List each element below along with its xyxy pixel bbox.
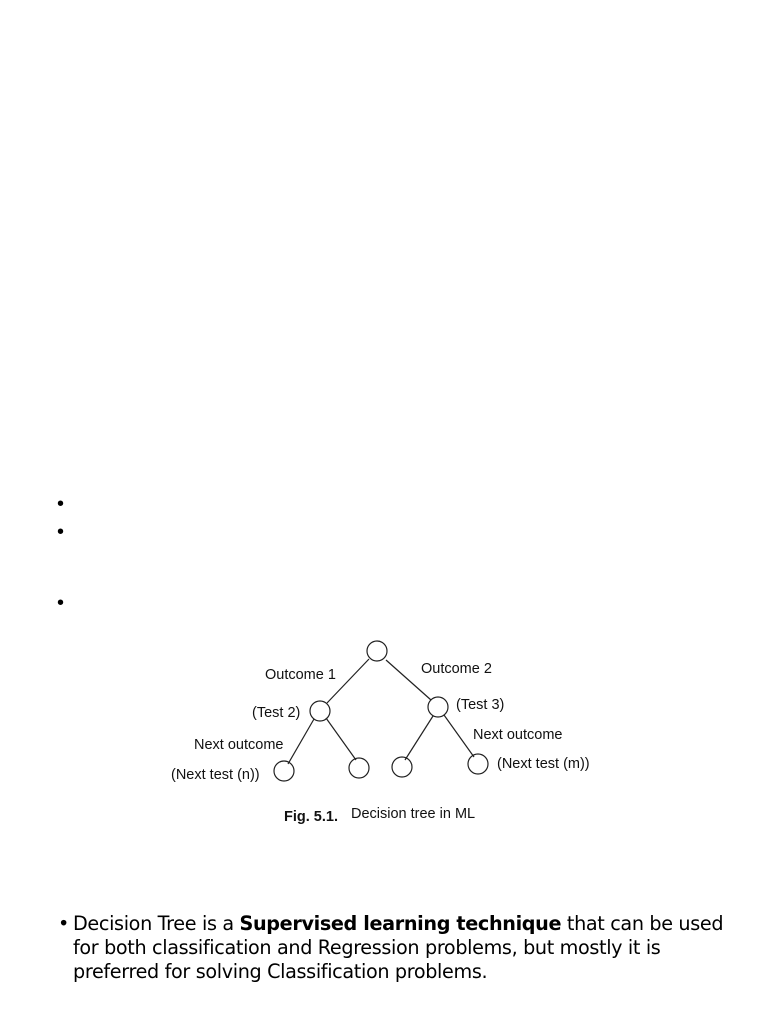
label-outcome-1: Outcome 1 bbox=[265, 667, 336, 683]
empty-bullet-2: • bbox=[57, 521, 65, 543]
empty-bullet-1: • bbox=[57, 493, 65, 515]
edge-test3-leaf3 bbox=[405, 716, 433, 760]
edge-test2-leaf1 bbox=[288, 719, 314, 764]
label-test-3: (Test 3) bbox=[456, 697, 505, 713]
leaf-node-2 bbox=[349, 758, 369, 778]
label-next-outcome-left: Next outcome bbox=[194, 737, 284, 753]
root-node bbox=[367, 641, 387, 661]
empty-bullet-3: • bbox=[57, 592, 65, 614]
label-outcome-2: Outcome 2 bbox=[421, 661, 492, 677]
paragraph-bold-term: Supervised learning technique bbox=[239, 912, 562, 935]
label-next-test-m: (Next test (m)) bbox=[497, 756, 590, 772]
decision-tree-definition bbox=[58, 912, 728, 984]
label-next-test-n: (Next test (n)) bbox=[171, 767, 260, 783]
leaf-node-4 bbox=[468, 754, 488, 774]
paragraph-text bbox=[58, 912, 728, 984]
paragraph-text-before: Decision Tree is a bbox=[73, 912, 240, 935]
paragraph-text-after: that can be used for both classification and Regression problems, but mostly it is preferred for solving Classification problems. bbox=[73, 912, 724, 983]
leaf-node-1 bbox=[274, 761, 294, 781]
edge-test2-leaf2 bbox=[326, 718, 356, 760]
label-test-2: (Test 2) bbox=[252, 705, 301, 721]
paragraph-bullet: • bbox=[58, 912, 69, 935]
edge-test3-leaf4 bbox=[444, 715, 474, 757]
label-next-outcome-right: Next outcome bbox=[473, 727, 563, 743]
leaf-node-3 bbox=[392, 757, 412, 777]
test2-node bbox=[310, 701, 330, 721]
figure-caption-text: Decision tree in ML bbox=[351, 806, 476, 822]
figure-caption-number: Fig. 5.1. bbox=[284, 809, 338, 825]
test3-node bbox=[428, 697, 448, 717]
